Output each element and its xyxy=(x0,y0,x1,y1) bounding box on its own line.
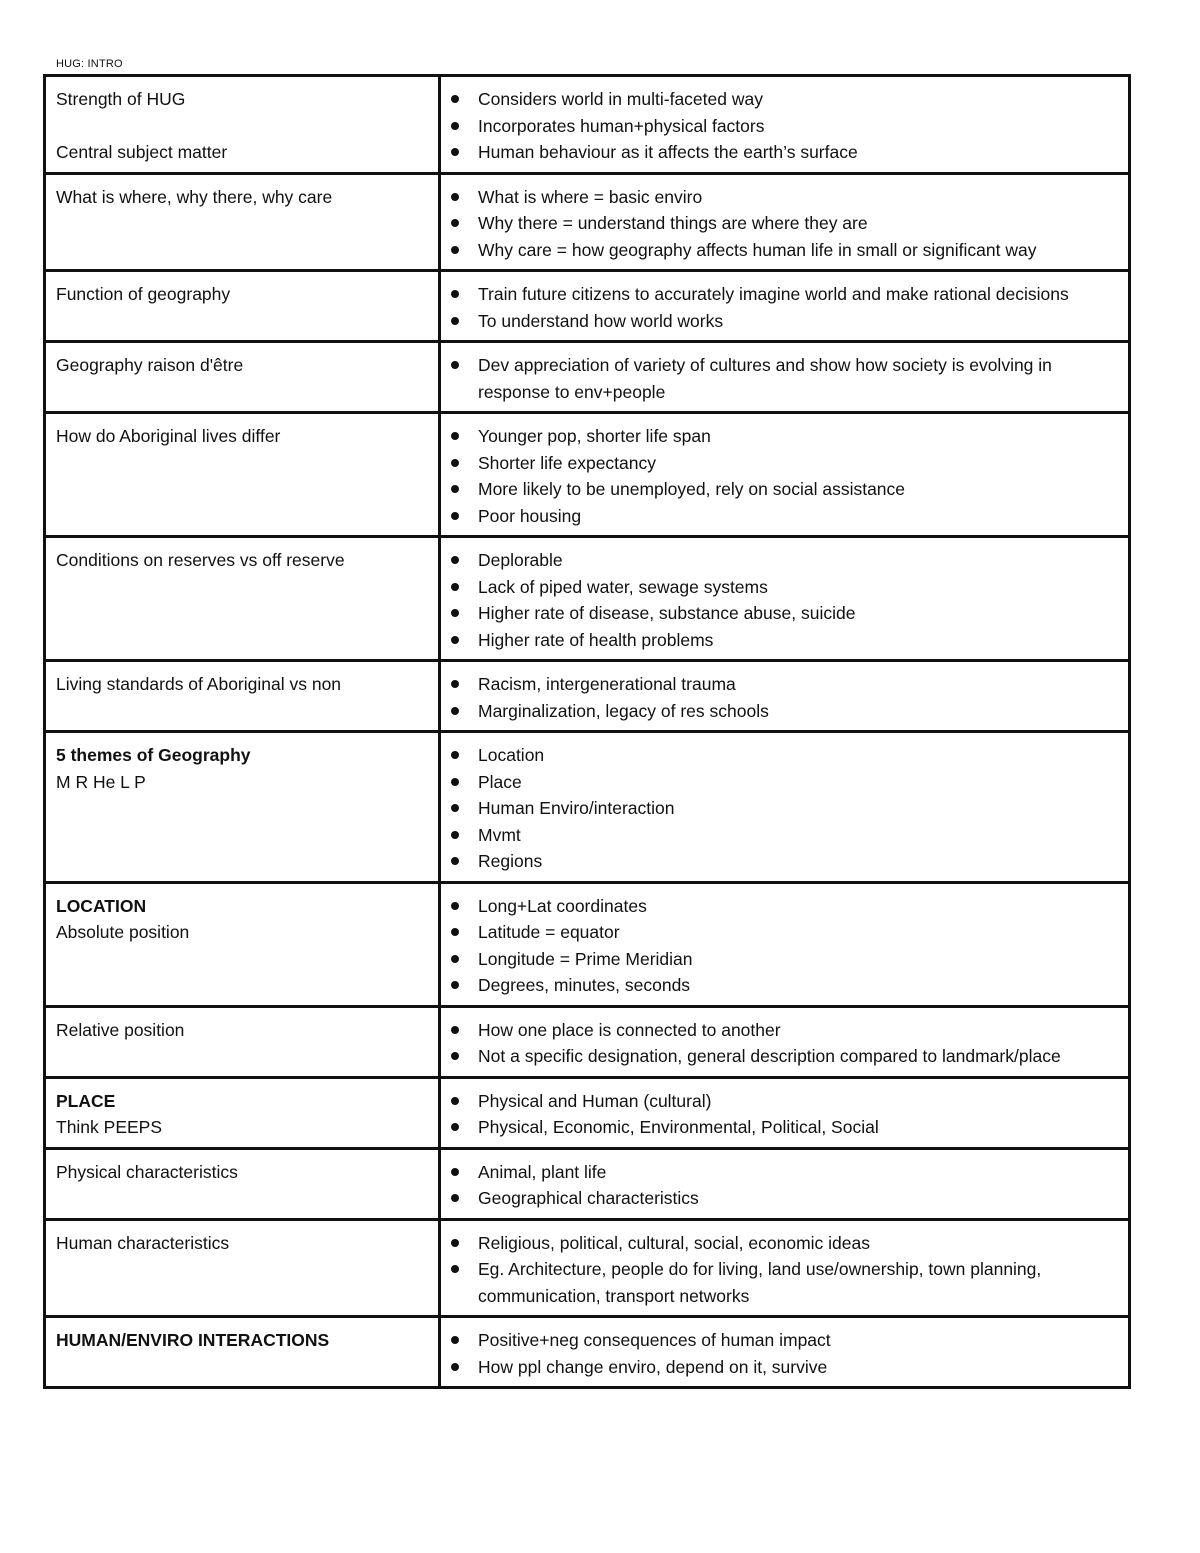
bullet-list xyxy=(451,1230,1120,1310)
details-cell xyxy=(440,1077,1130,1148)
table-row xyxy=(45,882,1130,1006)
table-row xyxy=(45,1219,1130,1317)
details-cell xyxy=(440,173,1130,271)
term-text: Strength of HUG xyxy=(56,89,186,109)
table-row xyxy=(45,271,1130,342)
term-text: Relative position xyxy=(56,1019,185,1040)
bullet-list xyxy=(451,671,1120,724)
bullet-item: Why care = how geography affects human life in small or significant way xyxy=(451,237,1120,264)
term-cell xyxy=(45,342,440,413)
table-row xyxy=(45,661,1130,732)
bullet-item: More likely to be unemployed, rely on social assistance xyxy=(451,476,1120,503)
bullet-item: Geographical characteristics xyxy=(451,1185,1120,1212)
term-cell xyxy=(45,661,440,732)
notes-table xyxy=(43,74,1131,1389)
term-cell xyxy=(45,732,440,883)
bullet-list xyxy=(451,423,1120,529)
bullet-list xyxy=(451,1088,1120,1141)
term-text: Central subject matter xyxy=(56,142,228,162)
term-cell xyxy=(45,882,440,1006)
bullet-item: Regions xyxy=(451,848,1120,875)
details-cell xyxy=(440,1148,1130,1219)
term-text: Conditions on reserves vs off reserve xyxy=(56,550,345,570)
details-cell xyxy=(440,76,1130,174)
bullet-item: How one place is connected to another xyxy=(451,1017,1120,1044)
term-cell xyxy=(45,1219,440,1317)
bullet-item: Longitude = Prime Meridian xyxy=(451,946,1120,973)
bullet-list xyxy=(451,1017,1120,1070)
table-row xyxy=(45,1317,1130,1388)
bullet-item: Physical and Human (cultural) xyxy=(451,1088,1120,1115)
bullet-item: Not a specific designation, general description compared to landmark/place xyxy=(451,1043,1120,1070)
bullet-item: Considers world in multi-faceted way xyxy=(451,86,1120,113)
table-row xyxy=(45,1148,1130,1219)
term-heading: PLACE xyxy=(56,1090,116,1111)
bullet-list xyxy=(451,184,1120,264)
details-cell xyxy=(440,537,1130,661)
bullet-item: Racism, intergenerational trauma xyxy=(451,671,1120,698)
bullet-list xyxy=(451,742,1120,875)
bullet-item: Animal, plant life xyxy=(451,1159,1120,1186)
details-cell xyxy=(440,1317,1130,1388)
bullet-item: Incorporates human+physical factors xyxy=(451,113,1120,140)
table-row xyxy=(45,342,1130,413)
details-cell xyxy=(440,1219,1130,1317)
details-cell xyxy=(440,413,1130,537)
term-heading: HUMAN/ENVIRO INTERACTIONS xyxy=(56,1330,330,1350)
bullet-item: Train future citizens to accurately imagine world and make rational decisions xyxy=(451,281,1120,308)
bullet-item: Higher rate of disease, substance abuse, suicide xyxy=(451,600,1120,627)
bullet-item: Positive+neg consequences of human impact xyxy=(451,1327,1120,1354)
details-cell xyxy=(440,271,1130,342)
term-text: Absolute position xyxy=(56,922,190,942)
bullet-item: How ppl change enviro, depend on it, survive xyxy=(451,1354,1120,1381)
notes-table-body xyxy=(45,76,1130,1388)
table-row xyxy=(45,537,1130,661)
term-cell xyxy=(45,537,440,661)
bullet-list xyxy=(451,1159,1120,1212)
bullet-item: Deplorable xyxy=(451,547,1120,574)
term-cell xyxy=(45,1317,440,1388)
table-row xyxy=(45,76,1130,174)
term-cell xyxy=(45,1006,440,1077)
term-cell xyxy=(45,413,440,537)
table-row xyxy=(45,173,1130,271)
bullet-item: Degrees, minutes, seconds xyxy=(451,972,1120,999)
bullet-item: Eg. Architecture, people do for living, land use/ownership, town planning, communication, transport networks xyxy=(451,1256,1120,1309)
term-text: Function of geography xyxy=(56,284,231,304)
details-cell xyxy=(440,342,1130,413)
bullet-list xyxy=(451,547,1120,653)
bullet-list xyxy=(451,1327,1120,1380)
bullet-item: Human behaviour as it affects the earth’s surface xyxy=(451,139,1120,166)
term-text: Physical characteristics xyxy=(56,1161,238,1182)
document-header: HUG: INTRO xyxy=(56,58,123,70)
term-text: Think PEEPS xyxy=(56,1117,163,1137)
term-text: M R He L P xyxy=(56,771,146,792)
bullet-item: Marginalization, legacy of res schools xyxy=(451,698,1120,725)
bullet-list xyxy=(451,893,1120,999)
bullet-list xyxy=(451,86,1120,166)
details-cell xyxy=(440,732,1130,883)
details-cell xyxy=(440,882,1130,1006)
term-cell xyxy=(45,1148,440,1219)
bullet-item: Lack of piped water, sewage systems xyxy=(451,574,1120,601)
term-cell xyxy=(45,1077,440,1148)
table-row xyxy=(45,732,1130,883)
bullet-list xyxy=(451,281,1120,334)
term-text: How do Aboriginal lives differ xyxy=(56,426,281,446)
term-text: Living standards of Aboriginal vs non xyxy=(56,674,342,694)
table-row xyxy=(45,413,1130,537)
term-heading: LOCATION xyxy=(56,895,147,916)
table-row xyxy=(45,1006,1130,1077)
term-text: Geography raison d'être xyxy=(56,355,244,375)
term-cell xyxy=(45,173,440,271)
bullet-item: Long+Lat coordinates xyxy=(451,893,1120,920)
term-text: What is where, why there, why care xyxy=(56,186,333,207)
bullet-item: Higher rate of health problems xyxy=(451,627,1120,654)
details-cell xyxy=(440,1006,1130,1077)
table-row xyxy=(45,1077,1130,1148)
bullet-item: To understand how world works xyxy=(451,308,1120,335)
bullet-item: Human Enviro/interaction xyxy=(451,795,1120,822)
bullet-item: Younger pop, shorter life span xyxy=(451,423,1120,450)
bullet-list xyxy=(451,352,1120,405)
bullet-item: Dev appreciation of variety of cultures and show how society is evolving in response to env+people xyxy=(451,352,1120,405)
term-text: Human characteristics xyxy=(56,1232,230,1253)
term-heading: 5 themes of Geography xyxy=(56,745,251,765)
bullet-item: Why there = understand things are where they are xyxy=(451,210,1120,237)
bullet-item: What is where = basic enviro xyxy=(451,184,1120,211)
bullet-item: Location xyxy=(451,742,1120,769)
bullet-item: Religious, political, cultural, social, economic ideas xyxy=(451,1230,1120,1257)
term-cell xyxy=(45,271,440,342)
bullet-item: Place xyxy=(451,769,1120,796)
details-cell xyxy=(440,661,1130,732)
term-cell xyxy=(45,76,440,174)
bullet-item: Latitude = equator xyxy=(451,919,1120,946)
bullet-item: Mvmt xyxy=(451,822,1120,849)
bullet-item: Shorter life expectancy xyxy=(451,450,1120,477)
bullet-item: Poor housing xyxy=(451,503,1120,530)
bullet-item: Physical, Economic, Environmental, Political, Social xyxy=(451,1114,1120,1141)
